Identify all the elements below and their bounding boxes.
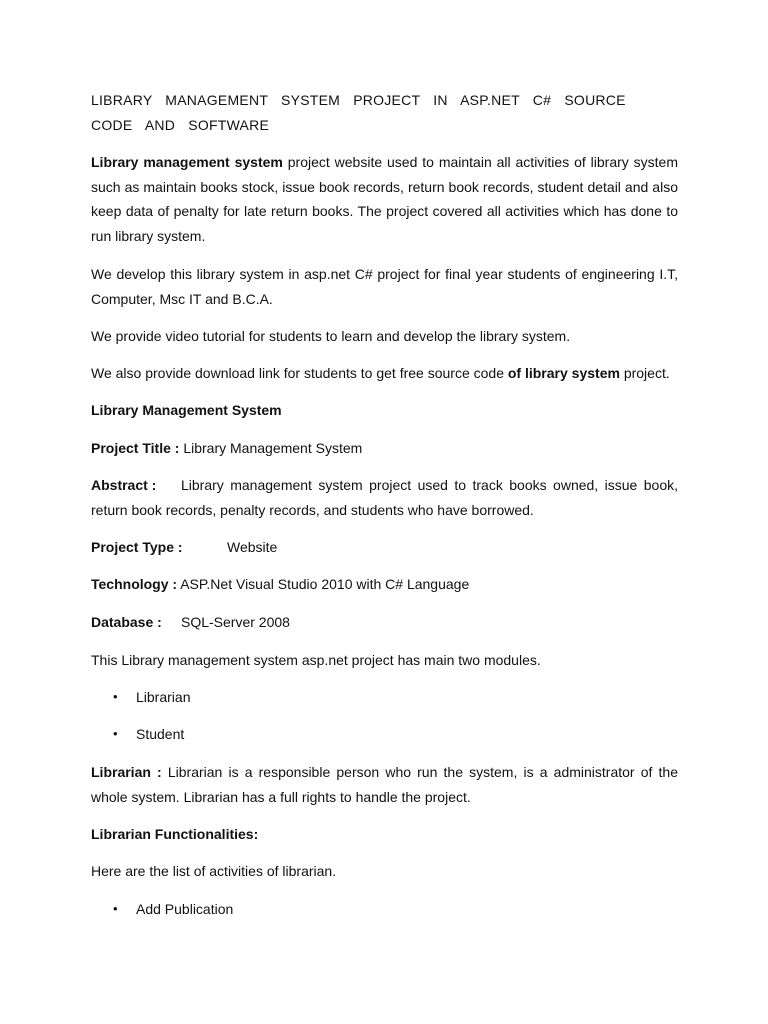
project-title-value: Library Management System xyxy=(183,440,363,456)
section-heading: Library Management System xyxy=(91,402,282,418)
abstract-label: Abstract : xyxy=(91,477,157,493)
bullet-marker: • xyxy=(113,901,118,916)
intro-text: project website used to maintain all activities of library system such as maintain books stock, issue book records, return book records, student detail and also keep data of penalty for late return books. The project covered all activities which has done to run library system. xyxy=(91,154,678,244)
list-item: Add Publication xyxy=(136,901,234,917)
download-bold-term: of library system xyxy=(507,365,620,381)
technology-row xyxy=(91,572,678,597)
librarian-paragraph xyxy=(91,760,678,809)
project-title-label: Project Title : xyxy=(91,440,180,456)
list-item: Librarian xyxy=(136,689,191,705)
download-paragraph xyxy=(91,361,678,386)
modules-intro: This Library management system asp.net project has main two modules. xyxy=(91,652,541,668)
download-text-before: We also provide download link for students to get free source code xyxy=(91,365,508,381)
project-title-row xyxy=(91,436,678,461)
intro-paragraph xyxy=(91,150,678,248)
project-type-value: Website xyxy=(227,539,278,555)
librarian-label: Librarian : xyxy=(91,764,162,780)
bullet-marker: • xyxy=(113,726,118,741)
technology-label: Technology : xyxy=(91,576,178,592)
functionalities-heading: Librarian Functionalities: xyxy=(91,826,259,842)
database-label: Database : xyxy=(91,614,162,630)
technology-value: ASP.Net Visual Studio 2010 with C# Language xyxy=(180,576,470,592)
abstract-paragraph xyxy=(91,473,678,522)
develop-paragraph: We develop this library system in asp.net C# project for final year students of engineering I.T, Computer, Msc IT and B.C.A. xyxy=(91,266,678,307)
project-type-label: Project Type : xyxy=(91,539,183,555)
librarian-text: Librarian is a responsible person who run the system, is a administrator of the whole system. Librarian has a full rights to handle the project. xyxy=(91,764,678,805)
abstract-value: Library management system project used to track books owned, issue book, return book records, penalty records, and students who have borrowed. xyxy=(91,477,678,518)
database-value: SQL-Server 2008 xyxy=(181,614,290,630)
list-item: Student xyxy=(136,726,185,742)
document-title: LIBRARY MANAGEMENT SYSTEM PROJECT IN ASP.NET C# SOURCE CODE AND SOFTWARE xyxy=(91,92,626,133)
intro-bold-term: Library management system xyxy=(91,154,283,170)
database-row xyxy=(91,610,678,635)
activities-intro: Here are the list of activities of librarian. xyxy=(91,863,337,879)
project-type-row xyxy=(91,535,678,560)
download-text-after: project. xyxy=(619,365,670,381)
video-paragraph: We provide video tutorial for students to learn and develop the library system. xyxy=(91,328,571,344)
bullet-marker: • xyxy=(113,689,118,704)
